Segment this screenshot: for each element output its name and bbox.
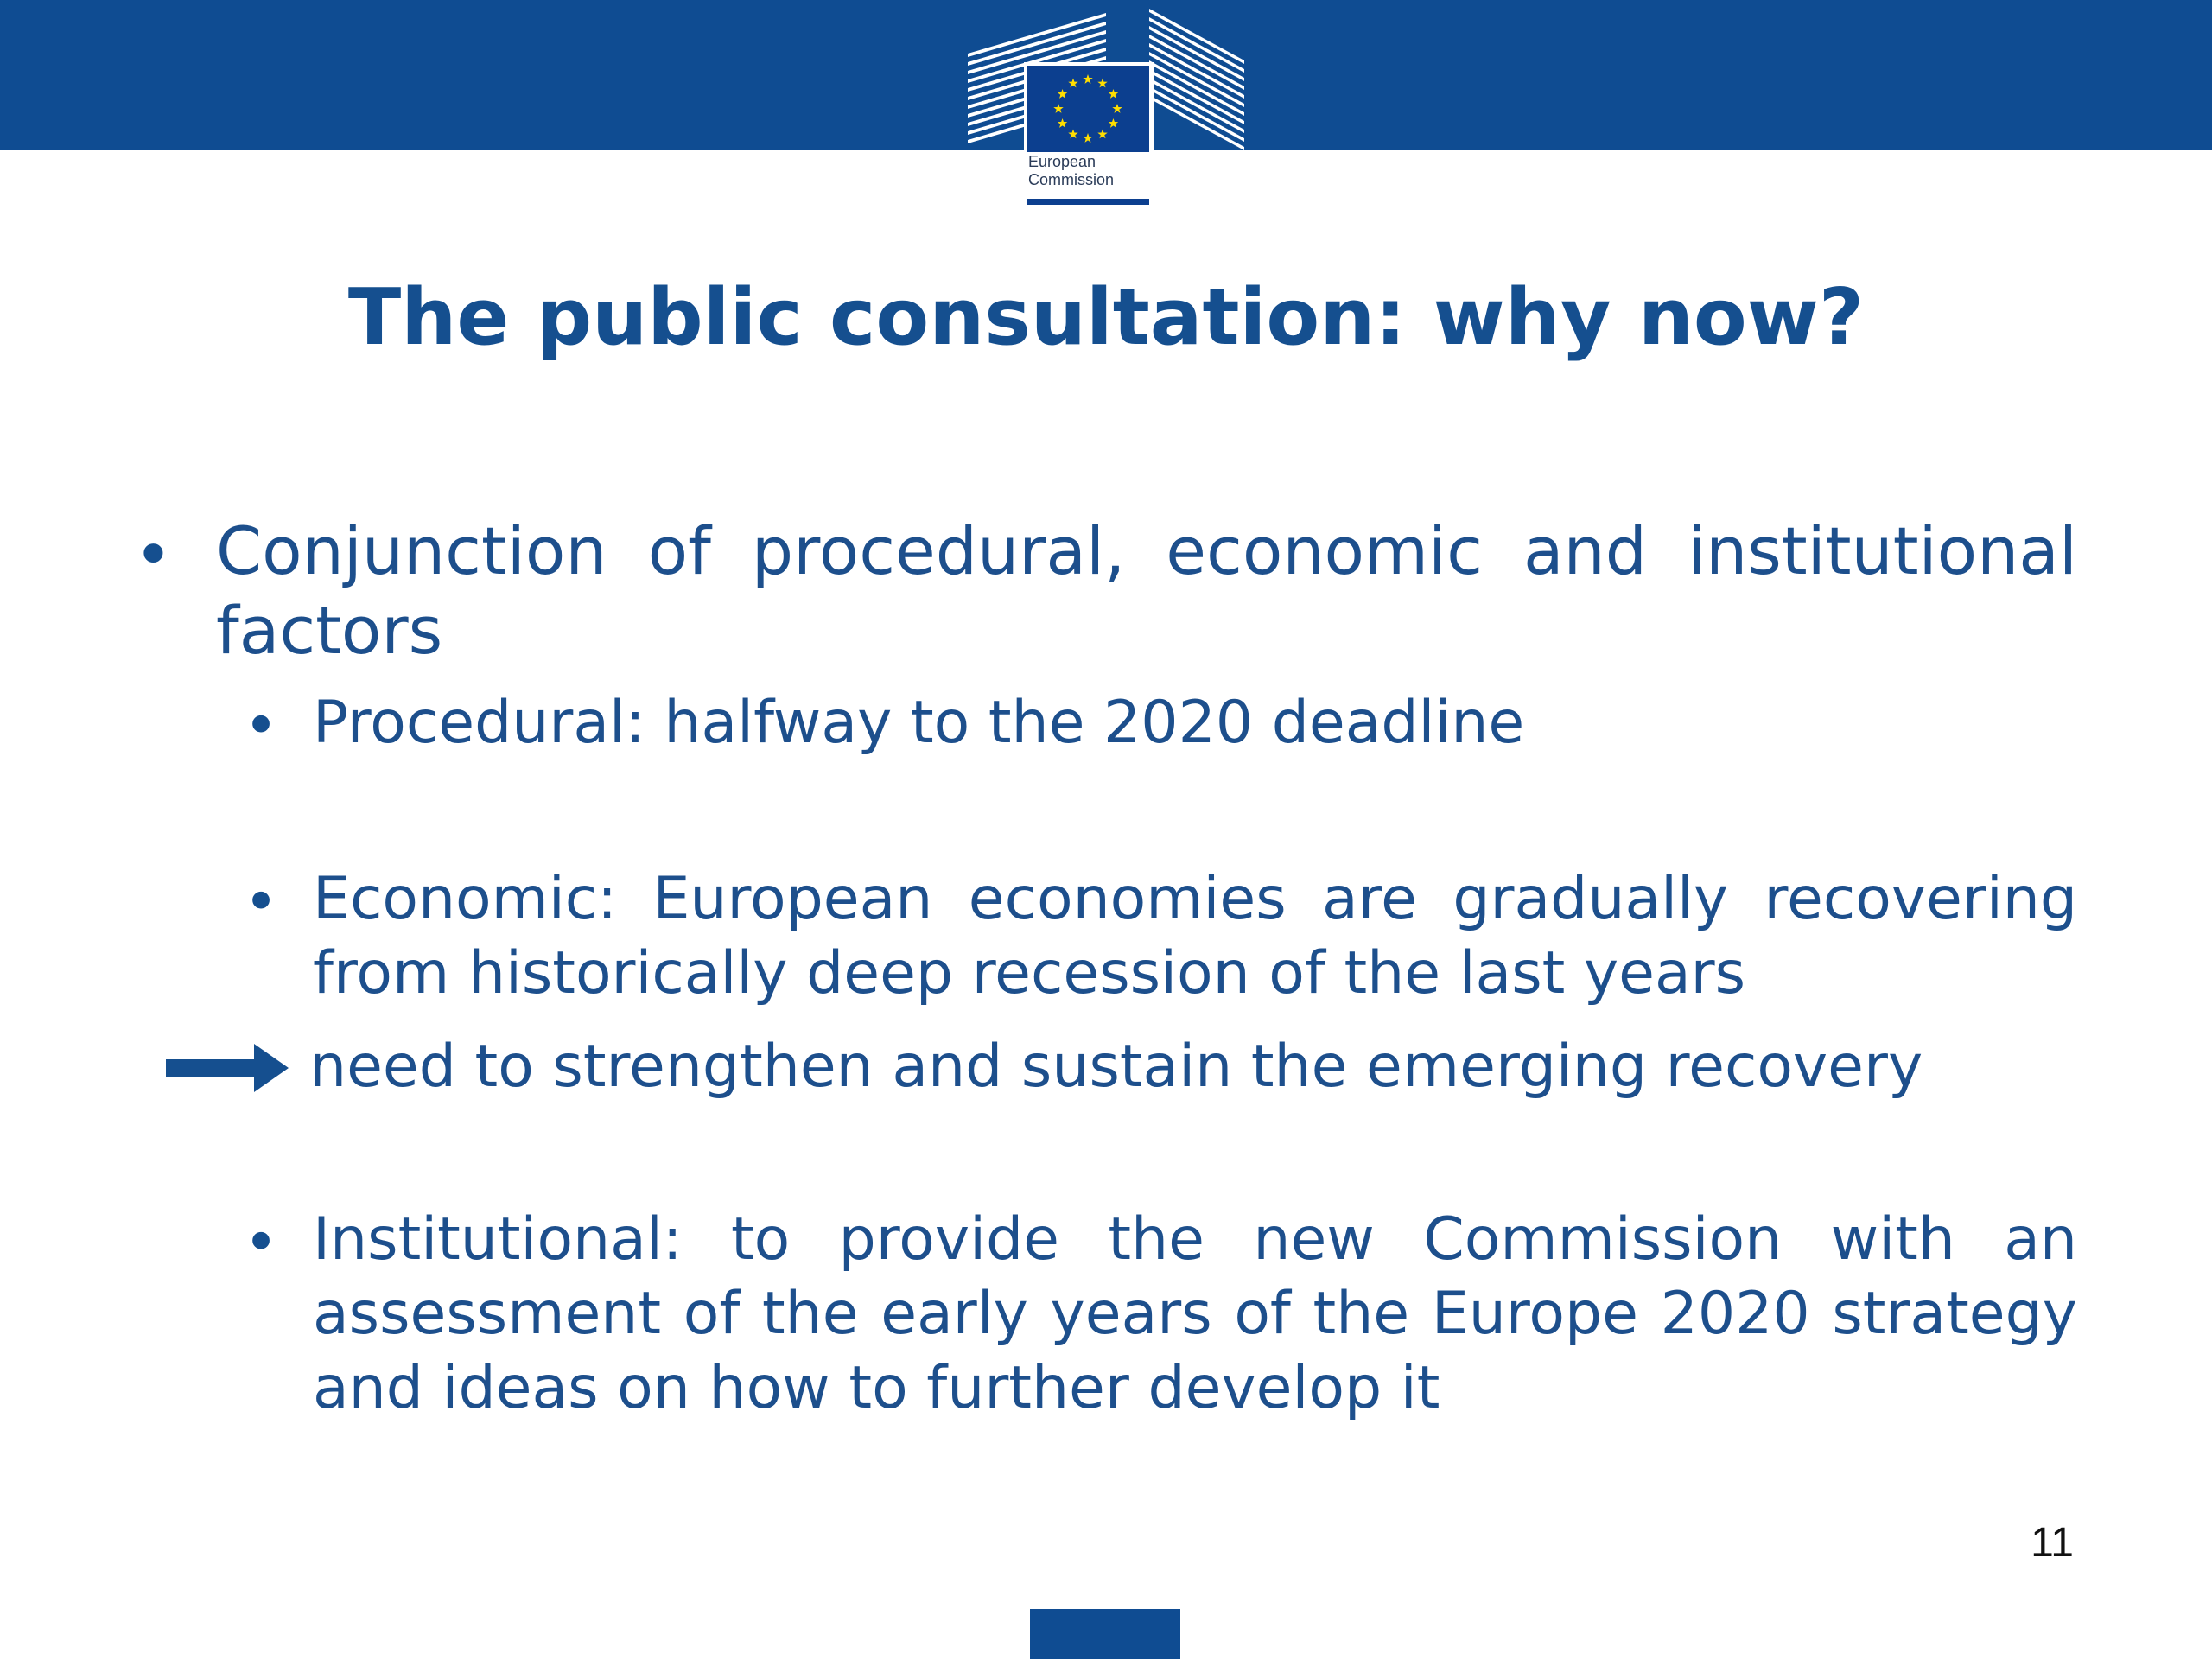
conclusion-text: need to strengthen and sustain the emerging recovery bbox=[309, 1033, 1923, 1101]
sub-bullet-institutional: Institutional: to provide the new Commission with an assessment of the early years of the Europe 2020 strategy and ideas on how to further develop it bbox=[313, 1205, 2077, 1422]
sub-bullet-marker: • bbox=[244, 1209, 279, 1277]
footer-tab bbox=[1030, 1609, 1180, 1659]
sub-bullet-procedural: Procedural: halfway to the 2020 deadline bbox=[313, 689, 1525, 757]
bullet-conjunction: Conjunction of procedural, economic and institutional factors bbox=[216, 512, 2077, 669]
logo-line-1: European bbox=[1028, 153, 1096, 170]
logo-wordmark bbox=[1028, 153, 1141, 189]
logo-line-2: Commission bbox=[1028, 171, 1115, 188]
right-arrow-icon bbox=[166, 1042, 289, 1094]
page-number: 11 bbox=[2031, 1520, 2074, 1566]
conclusion-row bbox=[166, 1030, 2067, 1108]
slide-title: The public consultation: why now? bbox=[347, 272, 1865, 363]
sub-bullet-marker: • bbox=[244, 692, 279, 760]
bullet-marker: • bbox=[134, 516, 173, 593]
sub-bullet-economic: Economic: European economies are gradually recovering from historically deep recession of the last years bbox=[313, 865, 2077, 1007]
sub-bullet-marker: • bbox=[244, 868, 279, 937]
